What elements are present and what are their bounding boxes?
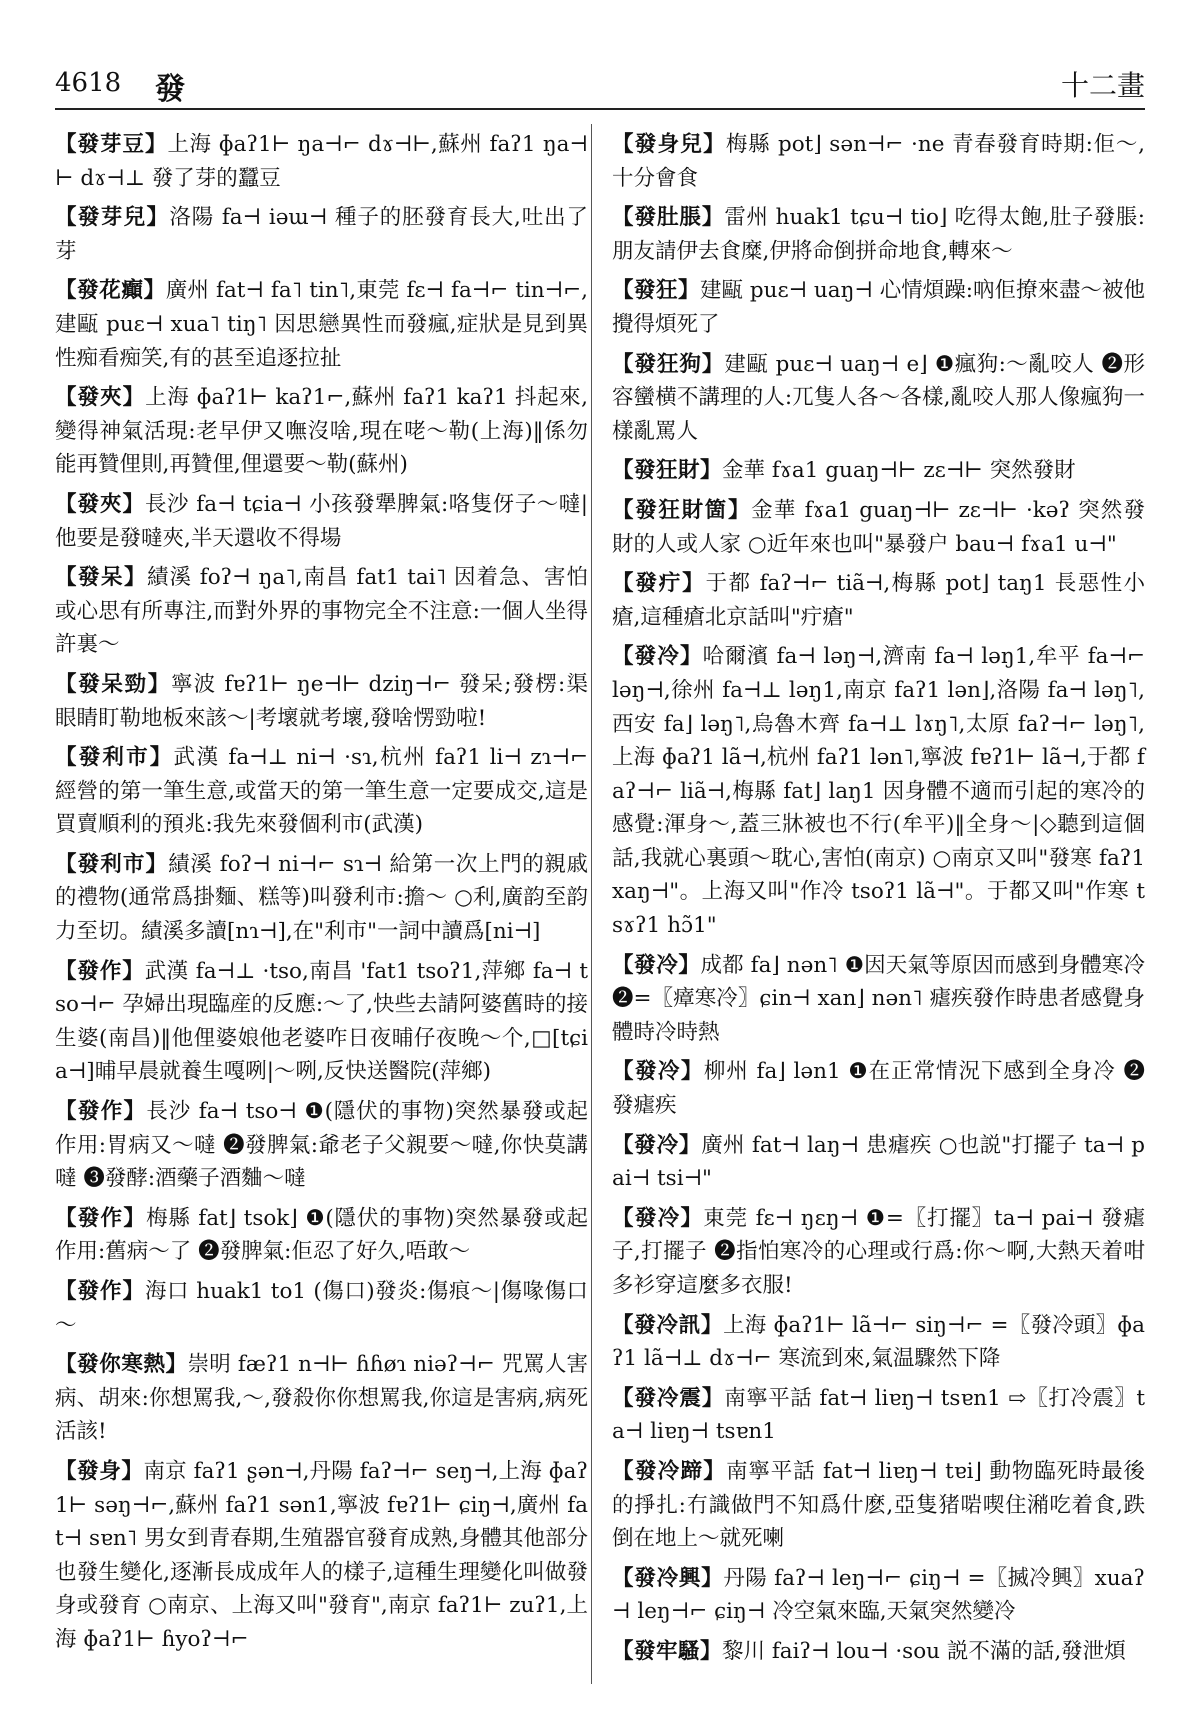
- dictionary-entry: [55, 488, 588, 555]
- entry-definition: 哈爾濱 fa⊣ ləŋ⊣,濟南 fa⊣ ləŋ1,牟平 fa⊣⌐ ləŋ⊣,徐州 fa⊣⊥ ləŋ1,南京 faʔ1 lən⌋,洛陽 fa⊣ ləŋ˥,西安 fa⌋ ləŋ˥,烏魯木齊 fa⊣⊥ lɤŋ˥,太原 faʔ⊣⌐ ləŋ˥,上海 ɸaʔ1 lã⊣,杭州 faʔ1 lən˥,寧波 fɐʔ1⊢ lã⊣,于都 faʔ⊣⌐ liã⊣,梅縣 fat⌋ laŋ1 因身體不適而引起的寒冷的感覺:渾身～,蓋三牀被也不行(牟平)‖全身～|◇聽到這個話,我就心裏頭～耽心,害怕(南京) ○南京又叫"發寒 faʔ1 xaŋ⊣"。上海又叫"作冷 tsoʔ1 lã⊣"。于都又叫"作寒 tsɤʔ1 hɔ̃1": [612, 644, 1145, 939]
- dictionary-entry: [612, 1129, 1145, 1196]
- dictionary-entry: [55, 955, 588, 1089]
- dictionary-entry: [612, 494, 1145, 561]
- entry-definition: 建甌 puɛ⊣ uaŋ⊣ e⌋ ❶瘋狗:～亂咬人 ❷形容蠻横不講理的人:兀隻人各～各樣,亂咬人那人像瘋狗一樣亂罵人: [612, 351, 1145, 444]
- entry-definition: 績溪 foʔ⊣ ŋa˥,南昌 fat1 tai˥ 因着急、害怕或心思有所專注,而對外界的事物完全不注意:一個人坐得許裏～: [55, 565, 588, 658]
- entry-definition: 南寧平話 fat⊣ liɐŋ⊣ tsɐn1 ⇨〖打冷震〗ta⊣ liɐŋ⊣ tsɐn1: [612, 1385, 1145, 1445]
- entry-headword: 【發身兒】: [612, 132, 726, 157]
- dictionary-entry: [55, 1275, 588, 1342]
- dictionary-entry: [612, 1382, 1145, 1449]
- entry-headword: 【發作】: [55, 958, 145, 984]
- entry-definition: 績溪 foʔ⊣ ni⊣⌐ sɿ⊣ 給第一次上門的親戚的禮物(通常爲掛麵、糕等)叫發利市:擔～ ○利,廣韵至韵力至切。績溪多讀[nɿ⊣],在"利市"一詞中讀爲[ni⊣]: [55, 851, 588, 945]
- entry-definition: 丹陽 faʔ⊣ leŋ⊣⌐ ɕiŋ⊣ =〖搣冷興〗xuaʔ⊣ leŋ⊣⌐ ɕiŋ⊣ 冷空氣來臨,天氣突然變冷: [612, 1565, 1145, 1625]
- entry-headword: 【發肚脹】: [612, 205, 725, 231]
- entry-headword: 【發冷】: [612, 644, 703, 670]
- entry-definition: 雷州 huak1 tɕu⊣ tio⌋ 吃得太飽,肚子發脹:朋友請伊去食糜,伊將命倒拼命地食,轉來～: [612, 205, 1145, 264]
- entry-headword: 【發狂財箇】: [612, 497, 752, 523]
- entry-headword: 【發狂狗】: [612, 351, 725, 377]
- entry-headword: 【發身】: [55, 1458, 144, 1484]
- right-column: [612, 128, 1145, 1675]
- dictionary-entry: [55, 128, 588, 195]
- entry-definition: 上海 ɸaʔ1⊢ ŋa⊣⌐ dɤ⊣⊢,蘇州 faʔ1 ŋa⊣⊢ dɤ⊣⊥ 發了芽的蠶豆: [55, 132, 588, 191]
- header-rule: [55, 108, 1145, 110]
- entry-headword: 【發呆】: [55, 565, 147, 591]
- dictionary-entry: [612, 949, 1145, 1050]
- entry-definition: 金華 fɤa1 guaŋ⊣⊢ zɛ⊣⊢ ·kəʔ 突然發財的人或人家 ○近年來也叫"暴發户 bau⊣ fɤa1 u⊣": [612, 497, 1145, 557]
- stroke-count-label: 十二畫: [1060, 69, 1145, 102]
- entry-headword: 【發作】: [55, 1205, 147, 1231]
- column-divider: [591, 124, 592, 1684]
- entry-headword: 【發冷】: [612, 1132, 702, 1158]
- entry-definition: 寧波 fɐʔ1⊢ ŋe⊣⊢ dziŋ⊣⌐ 發呆;發楞:渠眼睛盯勒地板來該～|考壞就考壞,發啥愣勁啦!: [55, 671, 588, 731]
- dictionary-entry: [55, 668, 588, 735]
- dictionary-entry: [55, 848, 588, 949]
- dictionary-entry: [55, 381, 588, 482]
- entry-headword: 【發冷】: [612, 952, 701, 978]
- entry-definition: 黎川 faiʔ⊣ lou⊣ ·sou 説不滿的話,發泄煩: [722, 1638, 1126, 1664]
- entry-headword: 【發冷訊】: [612, 1312, 724, 1338]
- entry-definition: 海口 huak1 to1 (傷口)發炎:傷痕～|傷喙傷口～: [55, 1279, 588, 1338]
- entry-definition: 東莞 fɛ⊣ ŋɛŋ⊣ ❶=〖打擺〗ta⊣ pai⊣ 發瘧子,打擺子 ❷指怕寒冷的心理或行爲:你～啊,大熱天着咁多衫穿這麼多衣服!: [612, 1205, 1145, 1298]
- entry-definition: 洛陽 fa⊣ iəɯ⊣ 種子的胚發育長大,吐出了芽: [55, 205, 588, 264]
- dictionary-entry: [55, 741, 588, 842]
- dictionary-entry: [55, 201, 588, 268]
- dictionary-entry: [612, 567, 1145, 634]
- dictionary-entry: [612, 1455, 1145, 1556]
- dictionary-entry: [55, 1348, 588, 1449]
- entry-headword: 【發牢騷】: [612, 1638, 723, 1664]
- entry-headword: 【發冷】: [612, 1059, 704, 1085]
- entry-headword: 【發冷】: [612, 1205, 704, 1231]
- dictionary-entry: [612, 1202, 1145, 1303]
- dictionary-entry: [55, 1095, 588, 1196]
- dictionary-entry: [612, 1635, 1145, 1669]
- entry-headword: 【發冷蹄】: [612, 1458, 727, 1484]
- entry-definition: 建甌 puɛ⊣ uaŋ⊣ 心情煩躁:吶佢撩來盡～被他攪得煩死了: [612, 278, 1145, 337]
- dictionary-entry: [612, 348, 1145, 449]
- dictionary-entry: [612, 201, 1145, 268]
- entry-definition: 于都 faʔ⊣⌐ tiã⊣,梅縣 pot⌋ taŋ1 長惡性小瘡,這種瘡北京話叫"疔瘡": [612, 571, 1145, 630]
- dictionary-entry: [612, 128, 1145, 195]
- entry-headword: 【發芽兒】: [55, 205, 170, 231]
- entry-headword: 【發利市】: [55, 851, 169, 877]
- entry-headword: 【發作】: [55, 1279, 145, 1304]
- entry-headword: 【發狂財】: [612, 458, 723, 484]
- entry-headword: 【發你寒熱】: [55, 1352, 188, 1378]
- entry-definition: 崇明 fæʔ1 n⊣⊢ ɦɦøɿ niəʔ⊣⌐ 咒罵人害病、胡來:你想罵我,～,發殺你你想罵我,你這是害病,病死活該!: [55, 1352, 588, 1445]
- entry-definition: 武漢 fa⊣⊥ ni⊣ ·sɿ,杭州 faʔ1 li⊣ zɿ⊣⌐ 經營的第一筆生意,或當天的第一筆生意一定要成交,這是買賣順利的預兆:我先來發個利市(武漢): [55, 745, 588, 838]
- entry-definition: 梅縣 fat⌋ tsok⌋ ❶(隱伏的事物)突然暴發或起作用:舊病～了 ❷發脾氣:佢忍了好久,唔敢～: [55, 1205, 588, 1265]
- entry-definition: 上海 ɸaʔ1⊢ kaʔ1⌐,蘇州 faʔ1 kaʔ1 抖起來,變得神氣活現:老早伊又嘸沒啥,現在咾～勒(上海)‖係勿能再贊俚則,再贊俚,俚還要～勒(蘇州): [55, 385, 588, 478]
- entry-headword: 【發夾】: [55, 385, 146, 411]
- page-number: 4618: [55, 68, 122, 98]
- entry-definition: 成都 fa⌋ nən˥ ❶因天氣等原因而感到身體寒冷 ❷=〖瘴寒冷〗ɕin⊣ xan⌋ nən˥ 瘧疾發作時患者感覺身體時冷時熱: [612, 952, 1145, 1045]
- dictionary-entry: [55, 561, 588, 662]
- entry-definition: 廣州 fat⊣ fa˥ tin˥,東莞 fɛ⊣ fa⊣⌐ tin⊣⌐,建甌 puɛ⊣ xua˥ tiŋ˥ 因思戀異性而發瘋,症狀是見到異性痴看痴笑,有的甚至追逐拉扯: [55, 278, 588, 371]
- entry-headword: 【發作】: [55, 1099, 147, 1125]
- dictionary-entry: [612, 454, 1145, 488]
- entry-headword: 【發花癲】: [55, 278, 166, 304]
- dictionary-entry: [55, 274, 588, 375]
- dictionary-entry: [612, 1309, 1145, 1376]
- entry-headword: 【發冷震】: [612, 1385, 725, 1411]
- entry-headword: 【發利市】: [55, 745, 174, 771]
- entry-definition: 南京 faʔ1 ʂən⊣,丹陽 faʔ⊣⌐ seŋ⊣,上海 ɸaʔ1⊢ səŋ⊣⌐,蘇州 faʔ1 sən1,寧波 fɐʔ1⊢ ɕiŋ⊣,廣州 fat⊣ sɐn˥ 男女到青春期,生殖器官發育成熟,身體其他部分也發生變化,逐漸長成成年人的樣子,這種生理變化叫做發身或發育 ○南京、上海又叫"發育",南京 faʔ1⊢ zuʔ1,上海 ɸaʔ1⊢ ɦyoʔ⊣⌐: [55, 1458, 588, 1652]
- entry-definition: 南寧平話 fat⊣ liɐŋ⊣ tɐi⌋ 動物臨死時最後的掙扎:冇識做門不知爲什麽,亞隻猪啱喫住潲吃着食,跌倒在地上～就死喇: [612, 1458, 1145, 1552]
- left-column: [55, 128, 588, 1663]
- entry-definition: 金華 fɤa1 guaŋ⊣⊢ zɛ⊣⊢ 突然發財: [722, 458, 1076, 484]
- dictionary-entry: [55, 1202, 588, 1269]
- dictionary-entry: [612, 640, 1145, 942]
- entry-definition: 長沙 fa⊣ tɕia⊣ 小孩發犟脾氣:咯隻伢子～噠|他要是發噠夾,半天還收不得場: [55, 491, 588, 551]
- dictionary-entry: [612, 1562, 1145, 1629]
- entry-definition: 梅縣 pot⌋ sən⊣⌐ ·ne 青春發育時期:佢～,十分會食: [612, 132, 1145, 191]
- dictionary-entry: [55, 1455, 588, 1657]
- entry-definition: 廣州 fat⊣ laŋ⊣ 患瘧疾 ○也説"打擺子 ta⊣ pai⊣ tsi⊣": [612, 1132, 1145, 1192]
- dictionary-entry: [612, 274, 1145, 341]
- entry-headword: 【發狂】: [612, 278, 701, 304]
- running-head-character: 發: [155, 72, 185, 107]
- dictionary-entry: [612, 1055, 1145, 1122]
- page-header: [55, 58, 1145, 108]
- entry-headword: 【發夾】: [55, 491, 145, 517]
- entry-definition: 上海 ɸaʔ1⊢ lã⊣⌐ siŋ⊣⌐ =〖發冷頭〗ɸaʔ1 lã⊣⊥ dɤ⊣⌐ 寒流到來,氣温驟然下降: [612, 1312, 1145, 1372]
- entry-definition: 武漢 fa⊣⊥ ·tso,南昌 'fat1 tsoʔ1,萍鄉 fa⊣ tso⊣⌐ 孕婦出現臨産的反應:～了,快些去請阿婆舊時的接生婆(南昌)‖他俚婆娘他老婆咋日夜晡仔夜晚～个,□[tɕia⊣]晡早晨就養生嘎咧|～咧,反快送醫院(萍鄉): [55, 958, 588, 1085]
- entry-headword: 【發芽豆】: [55, 132, 168, 157]
- entry-definition: 柳州 fa⌋ lən1 ❶在正常情況下感到全身冷 ❷發瘧疾: [612, 1059, 1145, 1119]
- entry-headword: 【發冷興】: [612, 1565, 724, 1591]
- entry-definition: 長沙 fa⊣ tso⊣ ❶(隱伏的事物)突然暴發或起作用:胃病又～噠 ❷發脾氣:爺老子父親要～噠,你快莫講噠 ❸發酵:酒藥子酒麯～噠: [55, 1099, 588, 1192]
- entry-headword: 【發呆勁】: [55, 671, 171, 697]
- entry-headword: 【發疔】: [612, 571, 706, 597]
